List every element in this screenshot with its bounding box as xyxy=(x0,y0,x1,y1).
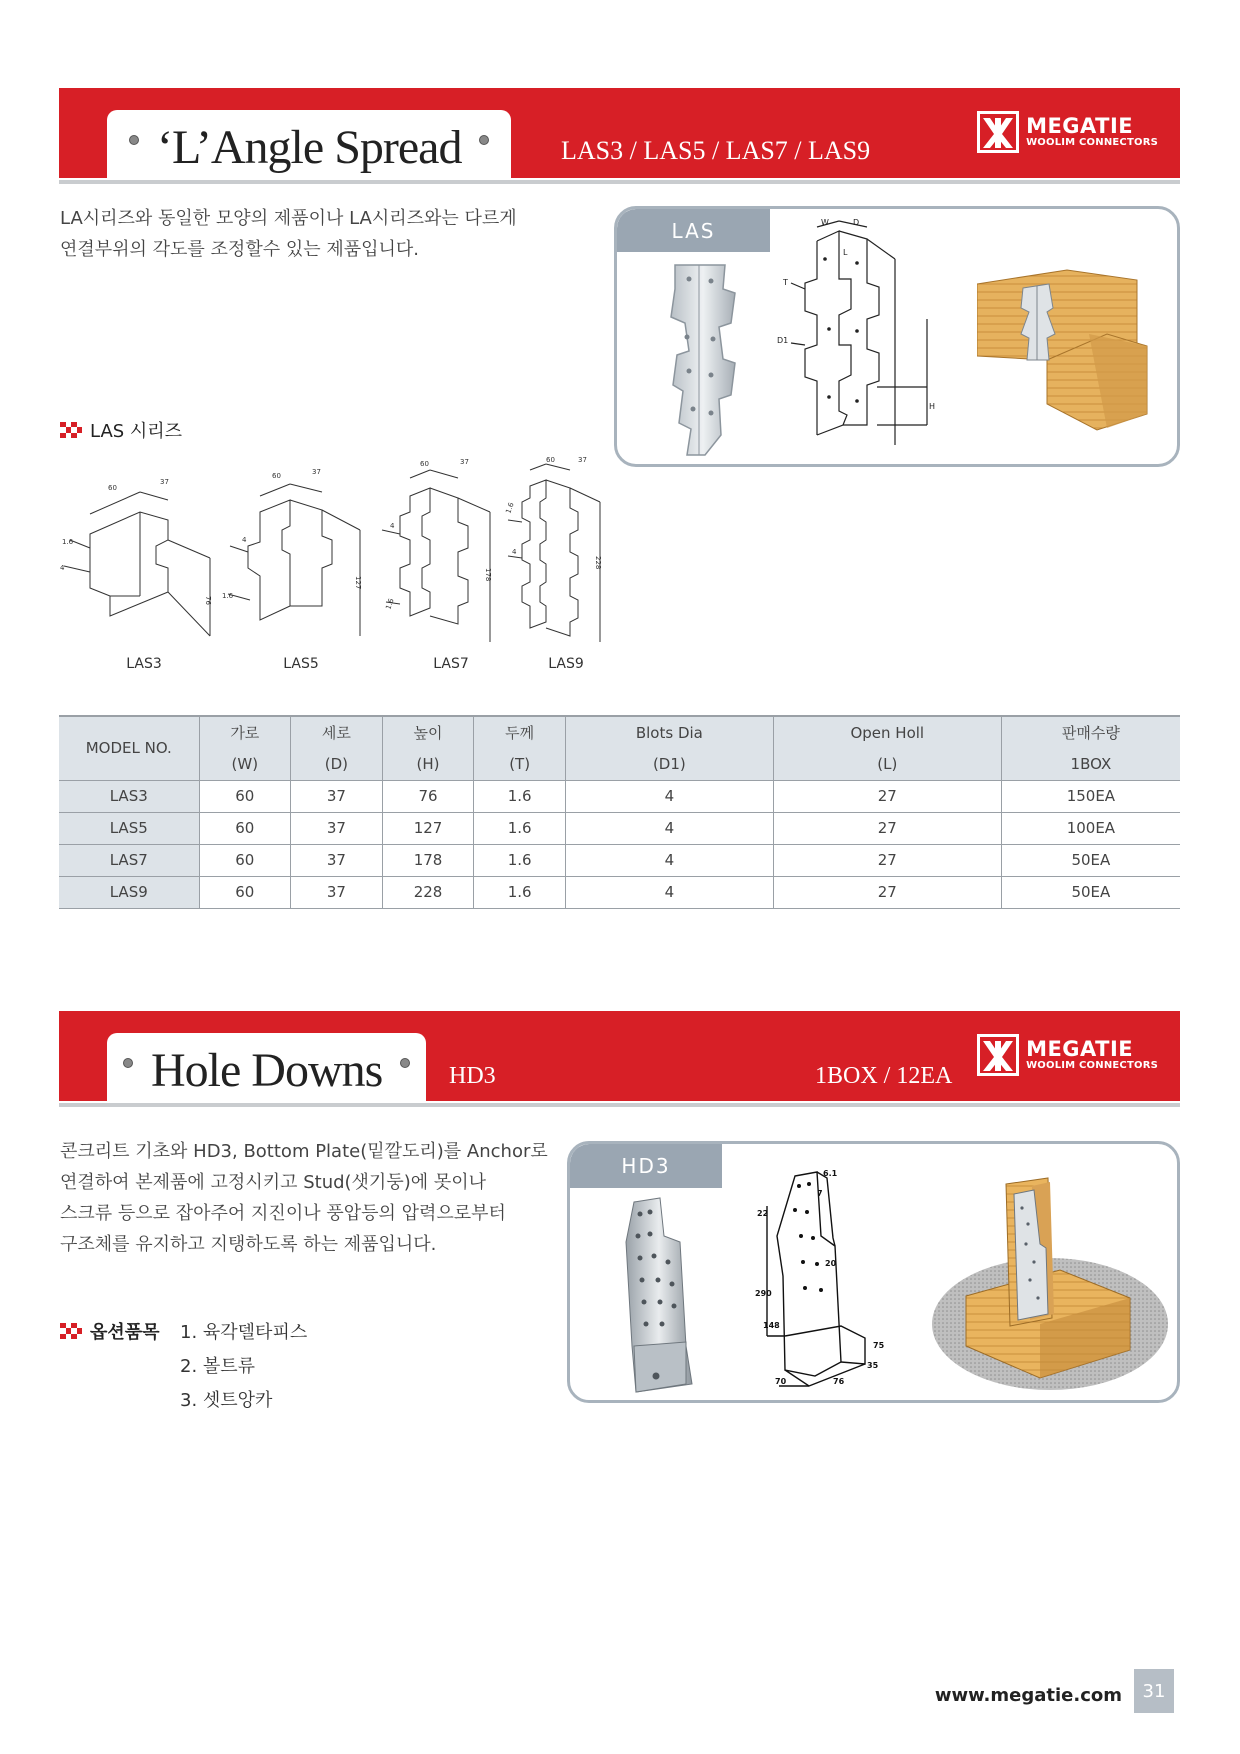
header-unit: (D) xyxy=(291,748,383,780)
model-cell: LAS9 xyxy=(59,876,199,908)
header-cell: Open Holl xyxy=(773,716,1001,748)
header-model: MODEL NO. xyxy=(59,716,199,780)
table-cell: 27 xyxy=(773,844,1001,876)
section1-description xyxy=(60,203,517,265)
model-cell: LAS3 xyxy=(59,780,199,812)
las3-diagram xyxy=(64,492,210,636)
table-cell: 37 xyxy=(291,812,383,844)
section1-codes: LAS3 / LAS5 / LAS7 / LAS9 xyxy=(561,136,871,165)
dim-d1-label: 4 xyxy=(242,536,247,544)
las-series-label xyxy=(60,417,182,443)
description-line: 연결하여 본제품에 고정시키고 Stud(샛기둥)에 못이나 xyxy=(60,1172,487,1193)
logo-sub: WOOLIM CONNECTORS xyxy=(1026,137,1158,148)
hd3-dim-label: 35 xyxy=(867,1361,879,1370)
model-cell: LAS7 xyxy=(59,844,199,876)
dim-d-label: 37 xyxy=(460,458,469,466)
megatie-logo-icon xyxy=(976,1033,1020,1077)
table-cell: 27 xyxy=(773,812,1001,844)
options-row xyxy=(60,1382,307,1416)
table-header-row-top xyxy=(59,716,1180,748)
hd3-dim-label: 76 xyxy=(833,1377,845,1386)
section1-title: ‘L’Angle Spread xyxy=(157,120,462,174)
table-row xyxy=(59,876,1180,908)
bullet-dot-icon xyxy=(129,135,139,145)
dim-d-label: D xyxy=(853,219,860,227)
footer-url[interactable]: www.megatie.com xyxy=(934,1685,1122,1706)
table-cell: 27 xyxy=(773,876,1001,908)
dim-d-label: 37 xyxy=(160,478,169,486)
table-cell: 4 xyxy=(565,812,773,844)
las7-label: LAS7 xyxy=(433,656,469,672)
section1-title-tab xyxy=(107,110,511,184)
dim-h-label: 76 xyxy=(204,596,212,605)
description-line: 구조체를 유지하고 지탱하도록 하는 제품입니다. xyxy=(60,1234,437,1255)
option-item: 2. 볼트류 xyxy=(180,1356,256,1377)
section2-header xyxy=(59,1011,1180,1101)
page-number: 31 xyxy=(1134,1669,1174,1713)
las9-diagram xyxy=(508,464,600,642)
logo-brand: MEGATIE xyxy=(1026,114,1134,138)
dim-d-label: 37 xyxy=(578,456,587,464)
bullet-dot-icon xyxy=(400,1058,410,1068)
dim-l-label: L xyxy=(843,248,848,257)
description-line: 연결부위의 각도를 조정할수 있는 제품입니다. xyxy=(60,239,419,260)
checker-bullet-icon xyxy=(60,1323,82,1339)
dim-d1-label: 4 xyxy=(60,564,65,572)
hd3-dim-label: 148 xyxy=(763,1321,780,1330)
hd3-dim-label: 22 xyxy=(757,1209,769,1218)
section2-title: Hole Downs xyxy=(151,1043,383,1097)
las-spec-table xyxy=(59,715,1180,909)
hd3-dim-label: 70 xyxy=(775,1377,787,1386)
table-cell: 1.6 xyxy=(474,780,566,812)
table-cell: 4 xyxy=(565,844,773,876)
section1-header xyxy=(59,88,1180,178)
header-unit: (H) xyxy=(382,748,474,780)
las3-label: LAS3 xyxy=(126,656,162,672)
header-unit: (T) xyxy=(474,748,566,780)
table-cell: 178 xyxy=(382,844,474,876)
option-item: 1. 육각델타피스 xyxy=(180,1322,308,1343)
table-cell: 4 xyxy=(565,876,773,908)
dim-d1-label: D1 xyxy=(777,336,789,345)
las5-diagram xyxy=(228,484,360,636)
table-cell: 150EA xyxy=(1001,780,1180,812)
dim-d1-label: 4 xyxy=(390,522,395,530)
dim-h-label: H xyxy=(929,402,936,411)
hd3-options xyxy=(60,1314,307,1416)
table-cell: 60 xyxy=(199,780,291,812)
dim-t-label: 1.6 xyxy=(384,597,396,611)
dim-t-label: T xyxy=(783,278,788,287)
header-cell: 높이 xyxy=(382,716,474,748)
header-underline xyxy=(59,1103,1180,1107)
bullet-dot-icon xyxy=(123,1058,133,1068)
table-cell: 1.6 xyxy=(474,812,566,844)
header-cell: 가로 xyxy=(199,716,291,748)
section2-title-tab xyxy=(107,1033,426,1107)
section2-codes: HD3 xyxy=(449,1063,496,1089)
las7-diagram xyxy=(382,470,490,642)
logo-brand: MEGATIE xyxy=(1026,1037,1134,1061)
dim-w-label: 60 xyxy=(546,456,555,464)
table-cell: 27 xyxy=(773,780,1001,812)
bullet-dot-icon xyxy=(479,135,489,145)
megatie-logo xyxy=(976,110,1158,154)
table-cell: 127 xyxy=(382,812,474,844)
table-cell: 228 xyxy=(382,876,474,908)
las9-label: LAS9 xyxy=(548,656,584,672)
options-row xyxy=(60,1348,307,1382)
table-cell: 50EA xyxy=(1001,844,1180,876)
las5-label: LAS5 xyxy=(283,656,319,672)
las-box-tab: LAS xyxy=(617,209,770,252)
header-unit: 1BOX xyxy=(1001,748,1180,780)
table-cell: 4 xyxy=(565,780,773,812)
table-cell: 60 xyxy=(199,812,291,844)
series-label-text: LAS 시리즈 xyxy=(90,421,183,442)
hd3-product-box xyxy=(567,1141,1180,1403)
model-cell: LAS5 xyxy=(59,812,199,844)
table-row xyxy=(59,812,1180,844)
dim-w-label: 60 xyxy=(420,460,429,468)
hd3-installed-photo xyxy=(930,1174,1170,1399)
options-row xyxy=(60,1314,307,1348)
table-cell: 1.6 xyxy=(474,876,566,908)
hd3-dim-label: 6.1 xyxy=(823,1169,838,1178)
table-row xyxy=(59,844,1180,876)
table-cell: 37 xyxy=(291,876,383,908)
table-row xyxy=(59,780,1180,812)
table-cell: 60 xyxy=(199,876,291,908)
dim-d1-label: 4 xyxy=(512,548,517,556)
logo-sub: WOOLIM CONNECTORS xyxy=(1026,1060,1158,1071)
dim-h-label: 228 xyxy=(594,556,602,570)
description-line: 스크류 등으로 잡아주어 지진이나 풍압등의 압력으로부터 xyxy=(60,1203,506,1224)
las-series-diagrams xyxy=(60,456,620,646)
table-cell: 60 xyxy=(199,844,291,876)
table-cell: 100EA xyxy=(1001,812,1180,844)
dim-w-label: W xyxy=(821,219,829,227)
hd3-dim-label: 20 xyxy=(825,1259,837,1268)
header-cell: 두께 xyxy=(474,716,566,748)
las-installed-photo xyxy=(977,264,1157,434)
las-technical-drawing xyxy=(777,219,947,459)
dim-h-label: 178 xyxy=(484,568,492,582)
hd3-photo xyxy=(620,1196,710,1396)
las-product-box xyxy=(614,206,1180,467)
hd3-box-tab: HD3 xyxy=(570,1144,722,1188)
description-line: 콘크리트 기초와 HD3, Bottom Plate(밑깔도리)를 Anchor로 xyxy=(60,1141,548,1162)
table-cell: 50EA xyxy=(1001,876,1180,908)
megatie-logo xyxy=(976,1033,1158,1077)
hd3-dim-label: 290 xyxy=(755,1289,772,1298)
options-label: 옵션품목 xyxy=(90,1322,160,1343)
header-cell: 세로 xyxy=(291,716,383,748)
las-photo xyxy=(665,259,745,459)
header-cell: Blots Dia xyxy=(565,716,773,748)
table-cell: 37 xyxy=(291,844,383,876)
dim-d-label: 37 xyxy=(312,468,321,476)
hd3-dim-label: 7 xyxy=(817,1189,823,1198)
header-unit: (W) xyxy=(199,748,291,780)
section2-description xyxy=(60,1136,548,1260)
table-cell: 76 xyxy=(382,780,474,812)
table-header-row-bottom xyxy=(59,748,1180,780)
option-item: 3. 셋트앙카 xyxy=(180,1390,273,1411)
header-unit: (D1) xyxy=(565,748,773,780)
dim-t-label: 1.6 xyxy=(62,538,74,546)
header-underline xyxy=(59,180,1180,184)
table-cell: 37 xyxy=(291,780,383,812)
megatie-logo-icon xyxy=(976,110,1020,154)
header-unit: (L) xyxy=(773,748,1001,780)
header-cell: 판매수량 xyxy=(1001,716,1180,748)
dim-h-label: 127 xyxy=(354,576,362,590)
dim-w-label: 60 xyxy=(272,472,281,480)
dim-t-label: 1.6 xyxy=(504,501,516,515)
dim-t-label: 1.6 xyxy=(222,592,234,600)
section2-packaging: 1BOX / 12EA xyxy=(815,1063,953,1089)
dim-w-label: 60 xyxy=(108,484,117,492)
description-line: LA시리즈와 동일한 모양의 제품이나 LA시리즈와는 다르게 xyxy=(60,208,517,229)
checker-bullet-icon xyxy=(60,422,82,438)
table-cell: 1.6 xyxy=(474,844,566,876)
hd3-dim-label: 75 xyxy=(873,1341,885,1350)
hd3-technical-drawing xyxy=(755,1166,905,1396)
